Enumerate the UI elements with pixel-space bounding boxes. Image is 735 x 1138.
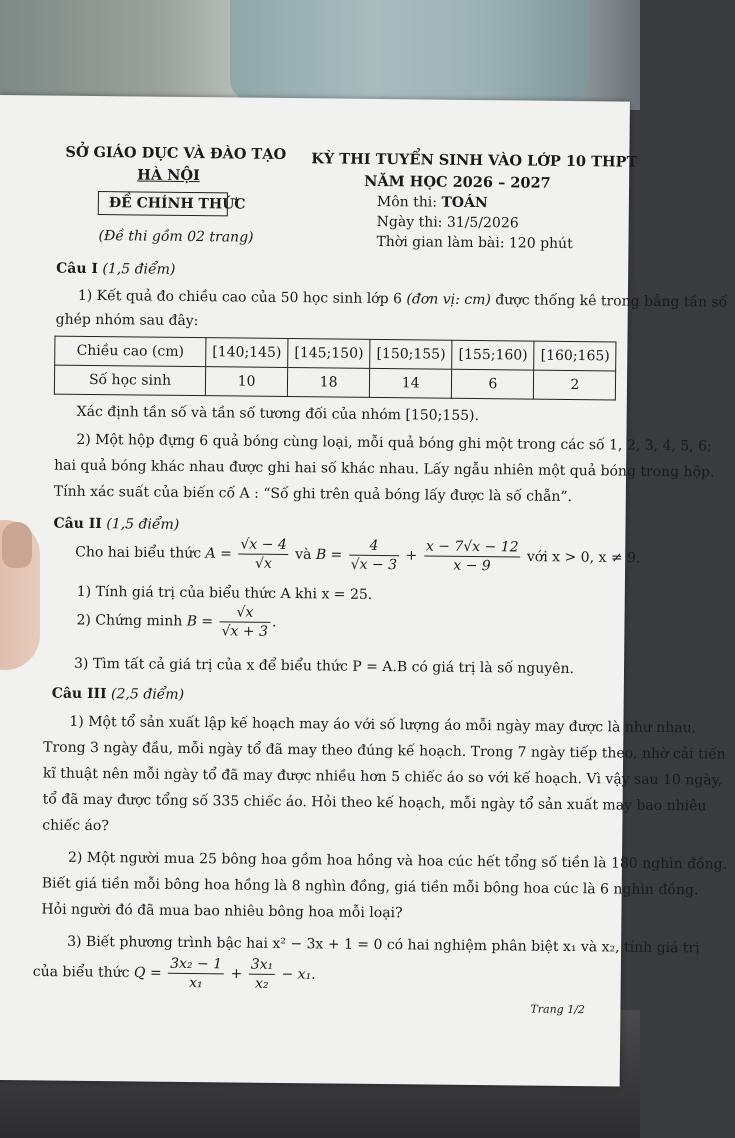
exam-sheet	[0, 95, 728, 1087]
q3-p3-prefix: của biểu thức	[32, 963, 130, 981]
q2-item3: 3) Tìm tất cả giá trị của x để biểu thức P = A.B có giá trị là số nguyên.	[73, 655, 575, 678]
fraction-B1	[349, 537, 400, 575]
plus-sign: +	[405, 547, 418, 564]
table-cell-count: 10	[205, 367, 287, 397]
subject-line	[377, 194, 488, 211]
q2-title: Câu II	[53, 515, 102, 533]
fraction-denominator: √x + 3	[221, 623, 268, 640]
q3-q-tail: − x₁.	[281, 966, 316, 983]
q2-expressions	[75, 534, 641, 577]
q1-p2-line3: Tính xác suất của biến cố A : “Số ghi trên quả bóng lấy được là số chẵn”.	[53, 483, 573, 506]
q1-heading	[56, 261, 175, 278]
q2-item2-lhs: B =	[186, 613, 214, 630]
table-header-height: Chiều cao (cm)	[55, 336, 206, 367]
q3-heading	[52, 686, 185, 703]
q3-p3-line1: 3) Biết phương trình bậc hai x² − 3x + 1 = 0 có hai nghiệm phân biệt x₁ và x₂, tính giá trị	[67, 933, 700, 957]
school-year: NĂM HỌC 2026 – 2027	[364, 172, 551, 192]
expr-A-label: A =	[205, 545, 232, 562]
q3-p2-line: Biết giá tiền mỗi bông hoa hồng là 8 nghìn đồng, giá tiền mỗi bông hoa cúc là 6 nghìn đồng.	[41, 875, 699, 899]
fraction-A	[238, 536, 289, 574]
fraction-numerator: 4	[349, 537, 400, 557]
q3-p1-line: chiếc áo?	[42, 817, 109, 835]
fraction-B2	[424, 537, 521, 575]
exam-title: KỲ THI TUYỂN SINH VÀO LỚP 10 THPT	[311, 150, 638, 171]
exam-date: Ngày thi: 31/5/2026	[376, 213, 519, 232]
q3-p1-line: kĩ thuật nên mỗi ngày tổ đã may được nhiều hơn 5 chiếc áo so với kế hoạch. Vì vậy sau 10 ngày,	[42, 765, 723, 789]
q1-p1-line2: ghép nhóm sau đây:	[55, 311, 199, 330]
fraction-denominator: x₁	[189, 975, 203, 992]
org-line2: HÀ NỘI	[137, 166, 200, 185]
fraction-numerator: 3x₂ − 1	[168, 955, 224, 975]
fraction-numerator: x − 7√x − 12	[424, 537, 521, 557]
table-cell-group: [160;165)	[534, 341, 616, 371]
q1-p1-text-a: 1) Kết quả đo chiều cao của 50 học sinh lớp 6	[77, 287, 407, 308]
q2-item2	[76, 602, 276, 641]
plus-sign: +	[230, 965, 243, 983]
q1-p2-line1: 2) Một hộp đựng 6 quả bóng cùng loại, mỗi quả bóng ghi một trong các số 1, 2, 3, 4, 5, 6;	[76, 431, 712, 455]
q2-item1: 1) Tính giá trị của biểu thức A khi x = 25.	[76, 583, 373, 603]
q1-p1-text-b: được thống kê trong bảng tần số	[490, 292, 728, 311]
q3-p1-line: 1) Một tổ sản xuất lập kế hoạch may áo với số lượng áo mỗi ngày may được là như nhau.	[69, 713, 697, 737]
fraction-Q1	[168, 955, 224, 993]
background-shirt	[230, 0, 590, 100]
q1-p1-line1	[78, 288, 727, 311]
q3-p1-line: tổ đã may được tổng số 335 chiếc áo. Hỏi theo kế hoạch, mỗi ngày tổ sản xuất may bao nhiêu	[42, 791, 707, 815]
q3-p3-expression	[33, 953, 316, 993]
table-cell-count: 2	[534, 370, 616, 400]
q1-p1-question: Xác định tần số và tần số tương đối của nhóm [150;155).	[76, 403, 480, 425]
fraction-denominator: x − 9	[453, 557, 491, 575]
q3-p2-line: Hỏi người đó đã mua bao nhiêu bông hoa mỗi loại?	[41, 901, 403, 922]
q2-item2-prefix: 2) Chứng minh	[76, 612, 183, 630]
fraction-numerator: √x − 4	[238, 536, 289, 556]
q2-item2-end: .	[271, 614, 277, 631]
expr-Q-label: Q =	[133, 964, 162, 982]
subject-name: TOÁN	[441, 194, 488, 212]
table-cell-count: 14	[370, 368, 452, 398]
official-badge: ĐỀ CHÍNH THỨC	[98, 191, 228, 216]
frequency-table	[54, 336, 617, 401]
pages-note: (Đề thi gồm 02 trang)	[98, 228, 254, 246]
q2-and: và	[295, 546, 312, 563]
q1-p1-unit: (đơn vị: cm)	[406, 291, 491, 309]
q1-title: Câu I	[56, 260, 99, 278]
table-cell-group: [150;155)	[370, 339, 452, 369]
q3-p1-line: Trong 3 ngày đầu, mỗi ngày tổ đã may theo đúng kế hoạch. Trong 7 ngày tiếp theo, nhờ cải tiến	[43, 739, 726, 763]
page-number: Trang 1/2	[530, 1002, 586, 1017]
table-header-count: Số học sinh	[54, 365, 205, 396]
subject-label: Môn thi:	[376, 193, 442, 211]
table-cell-group: [155;160)	[452, 340, 534, 370]
table-cell-count: 18	[287, 368, 369, 398]
q3-points: (2,5 điểm)	[106, 686, 185, 703]
fraction-denominator: √x	[254, 555, 272, 572]
exam-duration: Thời gian làm bài: 120 phút	[376, 233, 573, 253]
org-line1: SỞ GIÁO DỤC VÀ ĐÀO TẠO	[65, 143, 287, 163]
fraction-B-result	[219, 603, 270, 641]
q3-title: Câu III	[51, 685, 107, 703]
fraction-denominator: x₂	[254, 975, 269, 992]
q2-heading	[53, 516, 179, 533]
table-cell-count: 6	[452, 369, 534, 399]
q2-condition: với x > 0, x ≠ 9.	[526, 549, 641, 567]
fraction-denominator: √x − 3	[350, 556, 398, 574]
q2-intro: Cho hai biểu thức	[75, 544, 202, 562]
q2-points: (1,5 điểm)	[101, 516, 180, 533]
q3-p2-line: 2) Một người mua 25 bông hoa gồm hoa hồng và hoa cúc hết tổng số tiền là 180 nghìn đồng.	[67, 849, 728, 873]
fraction-numerator: 3x₁	[249, 956, 276, 975]
fraction-Q2	[248, 956, 275, 993]
table-row	[54, 365, 616, 400]
q1-points: (1,5 điểm)	[97, 261, 176, 278]
fingernail	[2, 522, 32, 568]
table-cell-group: [145;150)	[288, 339, 370, 369]
expr-B-label: B =	[315, 546, 343, 564]
table-cell-group: [140;145)	[206, 338, 288, 368]
fraction-numerator: √x	[220, 603, 271, 623]
q1-p2-line2: hai quả bóng khác nhau được ghi hai số khác nhau. Lấy ngẫu nhiên một quả bóng trong hộp.	[54, 457, 715, 481]
